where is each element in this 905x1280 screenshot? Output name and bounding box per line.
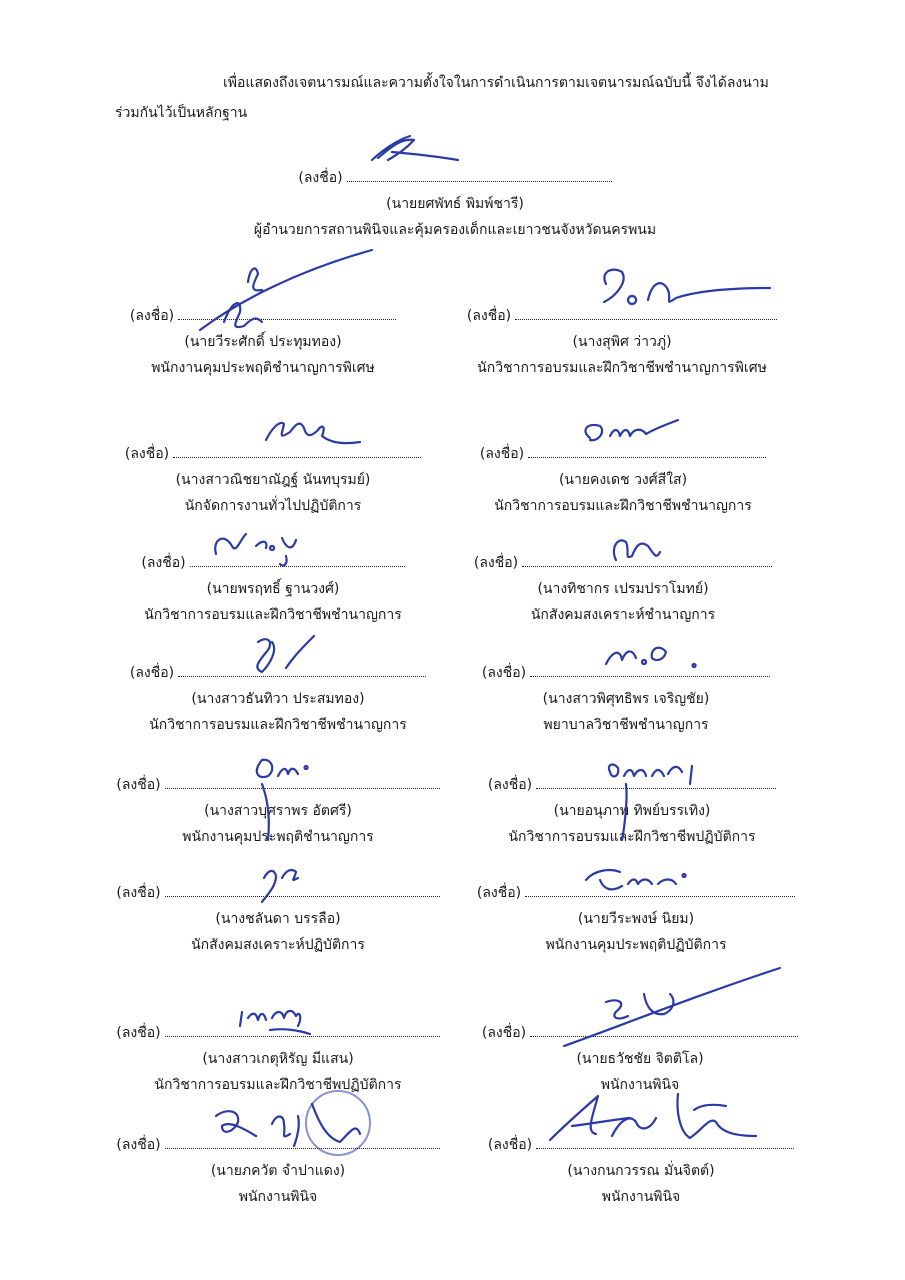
signer-name: (นายธวัชชัย จิตติโล) [576,1051,704,1067]
signer-title: พยาบาลวิชาชีพชำนาญการ [543,717,709,733]
left-signature-block-1 [108,303,418,381]
right-signature-block-1 [452,303,792,381]
right-signature-block-3 [458,550,788,628]
signature-line [528,443,766,458]
signature-line [165,1022,440,1037]
signer-name: (นายอนุภาพ ทิพย์บรรเทิง) [553,803,711,819]
signer-title: ผู้อำนวยการสถานพินิจและคุ้มครองเด็กและเยาวชนจังหวัดนครพนม [253,222,657,238]
sign-label: (ลงชื่อ) [476,885,522,901]
sign-label: (ลงชื่อ) [124,446,170,462]
left-signature-block-3 [108,550,438,628]
signature-line [530,662,770,677]
signer-title: นักจัดการงานทั่วไปปฏิบัติการ [184,498,362,514]
signer-title: พนักงานพินิจ [238,1189,318,1205]
signer-title: นักวิชาการอบรมและฝึกวิชาชีพปฏิบัติการ [154,1077,402,1093]
signer-title: พนักงานคุมประพฤติชำนาญการพิเศษ [151,360,375,376]
right-signature-block-4 [466,660,786,738]
sign-label: (ลงชื่อ) [116,1025,161,1041]
director-signature-block [230,165,680,243]
signer-name: (นางสาวธันทิวา ประสมทอง) [191,691,365,707]
signer-name: (นายคงเดช วงศ์สีใส) [558,472,688,488]
left-signature-block-7 [108,1020,448,1098]
signature-line [165,774,440,789]
signature-line [522,552,772,567]
intro-paragraph [115,68,845,128]
sign-label: (ลงชื่อ) [481,665,527,681]
signature-line [536,774,776,789]
right-signature-block-6 [466,880,806,958]
signature-line [525,882,795,897]
sign-label: (ลงชื่อ) [116,1137,161,1153]
signer-title: พนักงานคุมประพฤติชำนาญการ [182,829,374,845]
signature-line [530,1022,798,1037]
signer-title: นักวิชาการอบรมและฝึกวิชาชีพปฏิบัติการ [508,829,756,845]
left-signature-block-4 [108,660,448,738]
left-signature-block-8 [108,1132,448,1210]
signature-line [536,1134,794,1149]
sign-label: (ลงชื่อ) [479,446,525,462]
sign-label: (ลงชื่อ) [116,777,161,793]
signer-name: (นายวีระพงษ์ นิยม) [577,911,695,927]
signer-title: พนักงานคุมประพฤติปฏิบัติการ [545,937,727,953]
signer-name: (นายยศพัทธ์ พิมพ์ชารี) [386,196,524,212]
signer-title: นักสังคมสงเคราะห์ปฏิบัติการ [191,937,365,953]
left-signature-block-5 [108,772,448,850]
signature-line [178,305,396,320]
intro-line-1: เพื่อแสดงถึงเจตนารมณ์และความตั้งใจในการดำเนินการตามเจตนารมณ์ฉบับนี้ จึงได้ลงนาม [223,75,769,91]
sign-label: (ลงชื่อ) [141,555,186,571]
signer-name: (นางสาวพิศุทธิพร เจริญชัย) [542,691,710,707]
signer-name: (นางสาวเกตุหิรัญ มีแสน) [202,1051,354,1067]
sign-label: (ลงชื่อ) [487,1137,533,1153]
signer-name: (นายวีระศักดิ์ ประทุมทอง) [184,334,342,350]
sign-label: (ลงชื่อ) [487,777,533,793]
signature-right-1 [604,270,770,304]
signer-title: นักวิชาการอบรมและฝึกวิชาชีพชำนาญการ [149,717,407,733]
right-signature-block-7 [472,1020,808,1098]
signer-title: พนักงานพินิจ [601,1189,681,1205]
sign-label: (ลงชื่อ) [129,308,175,324]
signer-title: นักวิชาการอบรมและฝึกวิชาชีพชำนาญการ [144,607,402,623]
signer-name: (นางทิชากร เปรมปราโมทย์) [537,581,709,597]
signer-title: นักวิชาการอบรมและฝึกวิชาชีพชำนาญการ [494,498,752,514]
signer-name: (นางสุพิศ ว่าวภู่) [572,334,672,350]
intro-line-2: ร่วมกันไว้เป็นหลักฐาน [115,105,248,121]
left-signature-block-2 [108,441,438,519]
signature-line [178,662,426,677]
signer-title: นักวิชาการอบรมและฝึกวิชาชีพชำนาญการพิเศษ [477,360,767,376]
signature-line [165,1134,440,1149]
signature-line [515,305,777,320]
signer-name: (นางกนกวรรณ มั่นจิตต์) [567,1163,715,1179]
signer-name: (นางชลันดา บรรลือ) [215,911,341,927]
signer-title: พนักงานพินิจ [600,1077,680,1093]
right-signature-block-2 [458,441,788,519]
signer-name: (นายภควัต จำปาแดง) [210,1163,346,1179]
signature-right-2 [585,420,678,440]
sign-label: (ลงชื่อ) [298,170,343,186]
sign-label: (ลงชื่อ) [473,555,519,571]
signer-title: นักสังคมสงเคราะห์ชำนาญการ [530,607,716,623]
sign-label: (ลงชื่อ) [129,665,175,681]
signature-line [165,882,440,897]
sign-label: (ลงชื่อ) [116,885,161,901]
signer-name: (นางสาวบุศราพร อัตศรี) [204,803,352,819]
official-stamp-seal [305,1090,371,1156]
signer-name: (นางสาวณิชยาณัฎฐ์ นันทบุรมย์) [175,472,371,488]
signature-line [347,167,612,182]
signature-director [372,136,458,160]
sign-label: (ลงชื่อ) [481,1025,527,1041]
signer-name: (นายพรฤทธิ์ ฐานวงศ์) [206,581,340,597]
signature-line [173,443,421,458]
right-signature-block-5 [472,772,792,850]
sign-label: (ลงชื่อ) [466,308,512,324]
left-signature-block-6 [108,880,448,958]
signature-line [190,552,405,567]
right-signature-block-8 [478,1132,804,1210]
